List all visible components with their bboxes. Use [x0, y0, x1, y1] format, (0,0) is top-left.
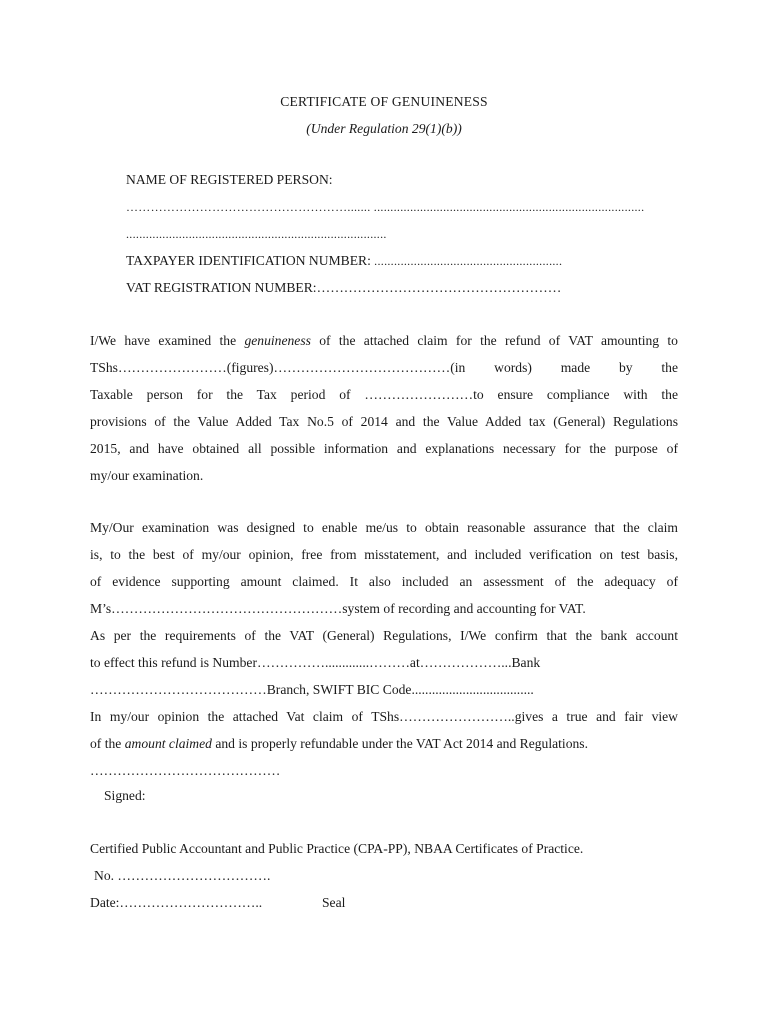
tin-row [126, 253, 562, 269]
certificate-number: No. ……………………………. [94, 868, 271, 883]
seal-label: Seal [322, 895, 346, 910]
para1-line-6: my/our examination. [90, 468, 204, 483]
name-line-2: ............................................................................... [126, 227, 387, 241]
para2-line-9: of the amount claimed and is properly refundable under the VAT Act 2014 and Regulations. [90, 736, 588, 751]
para2-line-1: My/Our examination was designed to enable me/us to obtain reasonable assurance that the claim [90, 520, 678, 535]
para2-line-7: …………………………………Branch, SWIFT BIC Code.................................... [90, 682, 534, 697]
para2-line-10: …………………………………… [90, 763, 281, 778]
tin-dots: ......................................................... [370, 254, 563, 268]
signed-label: Signed: [104, 788, 146, 803]
para2-line-6: to effect this refund is Number…………….............………at………………...Bank [90, 655, 541, 670]
emphasis-genuineness: genuineness [244, 333, 311, 348]
paragraph-examination [90, 327, 678, 489]
cpa-certification: Certified Public Accountant and Public Practice (CPA-PP), NBAA Certificates of Practice. [90, 841, 584, 856]
para1-line-1: I/We have examined the genuineness of the attached claim for the refund of VAT amounting to [90, 333, 678, 348]
vrn-dots: ……………………………………………… [316, 280, 562, 295]
para1-line-5: 2015, and have obtained all possible information and explanations necessary for the purpose of [90, 441, 678, 456]
para1-line-4: provisions of the Value Added Tax No.5 of 2014 and the Value Added tax (General) Regulations [90, 414, 678, 429]
para2-line-2: is, to the best of my/our opinion, free from misstatement, and included verification on test basis, [90, 547, 678, 562]
name-label: NAME OF REGISTERED PERSON: [126, 172, 333, 187]
para2-line-8: In my/our opinion the attached Vat claim of TShs……………………..gives a true and fair view [90, 709, 678, 724]
name-line-1: ………………………………………………....... .................................................................................. [126, 200, 645, 214]
para2-line-5: As per the requirements of the VAT (General) Regulations, I/We confirm that the bank account [90, 628, 678, 643]
paragraph-assurance [90, 514, 678, 784]
page-title: CERTIFICATE OF GENUINENESS [280, 94, 488, 109]
vrn-label: VAT REGISTRATION NUMBER: [126, 280, 317, 295]
para2-line-4: M’s……………………………………………system of recording and accounting for VAT. [90, 601, 586, 616]
para1-line-3: Taxable person for the Tax period of ……………………to ensure compliance with the [90, 387, 678, 402]
page-subtitle: (Under Regulation 29(1)(b)) [306, 121, 462, 136]
tin-label: TAXPAYER IDENTIFICATION NUMBER: [126, 253, 371, 268]
vrn-row [126, 280, 561, 296]
date-field: Date:………………………….. [90, 895, 263, 910]
para2-line-3: of evidence supporting amount claimed. It also included an assessment of the adequacy of [90, 574, 678, 589]
emphasis-amount-claimed: amount claimed [124, 736, 212, 751]
para1-line-2: TShs……………………(figures)…………………………………(in words) made by the [90, 360, 678, 375]
